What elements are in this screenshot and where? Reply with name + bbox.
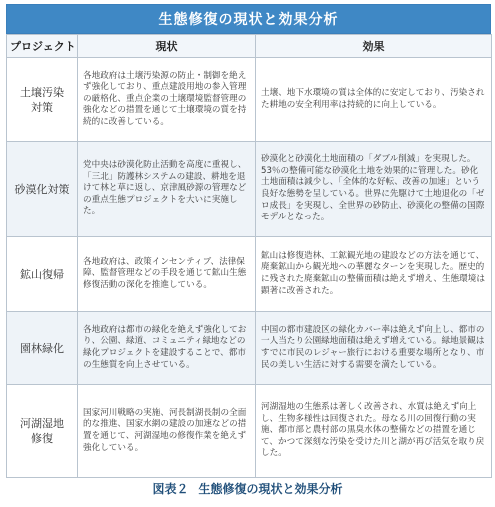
header-project: プロジェクト [7, 35, 78, 58]
effect-cell: 中国の都市建設区の緑化カバー率は絶えず向上し、都市の一人当たり公園緑地面積は絶えず増えている。緑地景観はすでに市民のレジャー旅行における重要な場所となり、市民の美しい生活に対する需要を満たしている。 [256, 312, 492, 385]
project-name-line: 対策 [31, 100, 53, 114]
header-effect: 効果 [256, 35, 492, 58]
header-status: 現状 [78, 35, 256, 58]
status-cell: 各地政府は、政策インセンティブ、法律保障、監督管理などの手段を通じて鉱山生態修復活動の深化を推進している。 [78, 237, 256, 312]
project-name [7, 58, 78, 142]
project-name-line: 土壌汚染 [20, 85, 64, 99]
caption-number: 図表２ [152, 482, 189, 496]
status-cell: 各地政府は土壌汚染源の防止・制御を絶えず強化しており、重点建設用地の参入管理の厳格化、重点企業の土壌環境監督管理の強化などの措置を通じて土壌環境の質を持続的に改善している。 [78, 58, 256, 142]
status-cell: 国家河川戦略の実施、河長制湖長制の全面的な推進、国家水網の建設の加速などの措置を通じて、河湖湿地の修復作業を絶えず強化している。 [78, 385, 256, 478]
effect-cell: 土壌、地下水環境の質は全体的に安定しており、汚染された耕地の安全利用率は持続的に向上している。 [256, 58, 492, 142]
analysis-table-container [6, 4, 491, 478]
header-row [7, 35, 492, 58]
status-cell: 党中央は砂漠化防止活動を高度に重視し、「三北」防護林システムの建設、耕地を退けて林と草に返し、京津風砂源の管理などの重点生態プロジェクトを大いに実施した。 [78, 142, 256, 237]
project-name [7, 385, 78, 478]
project-name-line: 園林緑化 [20, 341, 64, 355]
project-name [7, 237, 78, 312]
project-name-line: 河湖湿地 [20, 417, 64, 430]
table-row [7, 142, 492, 237]
table-row [7, 385, 492, 478]
project-name-line: 鉱山復帰 [20, 267, 64, 281]
caption-text: 生態修復の現状と効果分析 [198, 482, 343, 496]
table-row [7, 237, 492, 312]
effect-cell: 鉱山は修復造林、工鉱観光地の建設などの方法を通じて、廃棄鉱山から観光地への華麗なターンを実現した。歴史的に残された廃棄鉱山の整備面積は絶えず増え、生態環境は顕著に改善された。 [256, 237, 492, 312]
status-cell: 各地政府は都市の緑化を絶えず強化しており、公園、緑道、コミュニティ緑地などの緑化プロジェクトを建設することで、都市の生態質を向上させている。 [78, 312, 256, 385]
project-name [7, 312, 78, 385]
effect-cell: 河湖湿地の生態系は著しく改善され、水質は絶えず向上し、生物多様性は回復された。母なる川の回復行動の実施、都市部と農村部の黒臭水体の整備などの措置を通じて、かつて深刻な汚染を受けた川と湖が再び活気を取り戻した。 [256, 385, 492, 478]
table-row [7, 58, 492, 142]
project-name [7, 142, 78, 237]
project-name-line: 修復 [31, 432, 53, 445]
analysis-table [6, 34, 492, 478]
table-row [7, 312, 492, 385]
table-title: 生態修復の現状と効果分析 [6, 4, 491, 34]
effect-cell: 砂漠化と砂漠化土地面積の「ダブル削減」を実現した。53％の整備可能な砂漠化土地を効果的に管理した。砂化土地面積は減少し、「全体的な好転、改善の加速」という良好な態勢を呈している。世界に先駆けて土地退化の「ゼロ成長」を実現し、全世界の砂防止、砂漠化の整備の国際モデルとなった。 [256, 142, 492, 237]
project-name-line: 砂漠化対策 [14, 182, 70, 196]
figure-caption [0, 480, 495, 497]
